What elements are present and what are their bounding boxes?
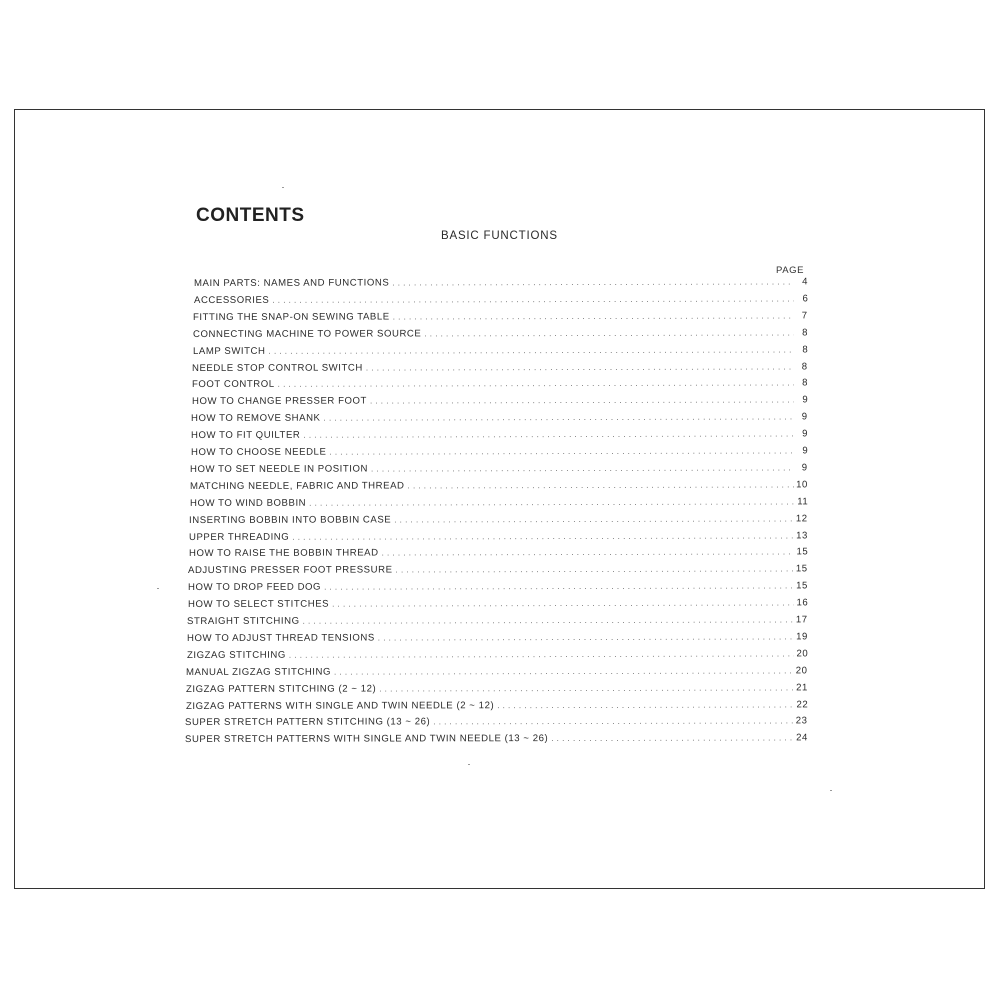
toc-entry-title: HOW TO RAISE THE BOBBIN THREAD — [188, 547, 379, 560]
dot-leader — [395, 514, 794, 524]
dot-leader — [324, 582, 794, 592]
toc-entry-title: LAMP SWITCH — [192, 345, 266, 357]
toc-entry-title: ZIGZAG STITCHING — [186, 649, 286, 661]
dot-leader — [396, 565, 794, 575]
toc-entry-page-number: 13 — [796, 529, 808, 541]
section-heading: BASIC FUNCTIONS — [441, 230, 558, 242]
toc-entry — [193, 344, 808, 360]
dot-leader — [309, 497, 794, 507]
dot-leader — [289, 649, 794, 659]
toc-entry-page-number: 15 — [796, 546, 808, 558]
scan-speck — [830, 790, 832, 791]
page-column-label: PAGE — [776, 265, 805, 276]
toc-entry — [191, 428, 808, 444]
dot-leader — [379, 683, 794, 693]
toc-entry-page-number: 4 — [802, 276, 809, 288]
toc-entry — [194, 276, 808, 292]
toc-entry-page-number: 24 — [796, 732, 808, 744]
toc-entry-title: HOW TO CHANGE PRESSER FOOT — [191, 395, 367, 408]
dot-leader — [381, 548, 794, 558]
dot-leader — [272, 294, 794, 304]
toc-entry-page-number: 20 — [796, 648, 808, 660]
toc-entry-page-number: 9 — [802, 394, 808, 406]
toc-entry-title: FITTING THE SNAP-ON SEWING TABLE — [193, 311, 391, 323]
toc-entry-page-number: 19 — [796, 631, 808, 643]
dot-leader — [303, 615, 794, 625]
toc-entry-page-number: 22 — [796, 698, 809, 710]
toc-entry-title: NEEDLE STOP CONTROL SWITCH — [192, 362, 364, 374]
toc-entry-page-number: 21 — [796, 681, 808, 693]
dot-leader — [366, 362, 794, 372]
toc-entry-title: ZIGZAG PATTERN STITCHING (2 ~ 12) — [186, 683, 377, 695]
dot-leader — [334, 666, 794, 676]
toc-entry — [186, 682, 808, 698]
toc-entry-title: MATCHING NEEDLE, FABRIC AND THREAD — [190, 480, 405, 492]
dot-leader — [303, 430, 794, 440]
toc-entry-title: ZIGZAG PATTERNS WITH SINGLE AND TWIN NEEDLE (2 ~ 12) — [185, 699, 494, 712]
toc-entry-page-number: 8 — [802, 343, 808, 355]
toc-entry-title: HOW TO FIT QUILTER — [190, 429, 301, 442]
toc-entry-page-number: 8 — [802, 327, 808, 339]
toc-entry — [187, 631, 808, 647]
dot-leader — [292, 531, 794, 541]
toc-entry-page-number: 9 — [802, 428, 808, 440]
toc-entry — [193, 310, 808, 326]
toc-entry-page-number: 12 — [796, 512, 808, 525]
dot-leader — [278, 379, 794, 389]
toc-entry-title: HOW TO ADJUST THREAD TENSIONS — [187, 632, 375, 644]
toc-entry-title: HOW TO REMOVE SHANK — [191, 412, 321, 425]
toc-entry — [192, 378, 808, 394]
dot-leader — [329, 446, 794, 456]
toc-entry — [191, 412, 808, 428]
toc-entry-title: INSERTING BOBBIN INTO BOBBIN CASE — [189, 514, 392, 526]
toc-entry — [188, 581, 808, 597]
toc-entry-title: SUPER STRETCH PATTERNS WITH SINGLE AND TWIN NEEDLE (13 ~ 26) — [185, 733, 549, 746]
toc-entry — [189, 513, 808, 529]
toc-entry — [185, 733, 808, 749]
toc-entry-title: HOW TO CHOOSE NEEDLE — [190, 446, 327, 458]
toc-entry-page-number: 6 — [802, 293, 808, 305]
toc-entry-title: ADJUSTING PRESSER FOOT PRESSURE — [188, 564, 393, 577]
scan-speck — [468, 764, 470, 765]
toc-entry — [192, 395, 808, 411]
dot-leader — [378, 632, 794, 642]
toc-entry — [194, 293, 808, 309]
toc-entry-page-number: 15 — [796, 563, 808, 575]
contents-heading: CONTENTS — [196, 205, 305, 226]
dot-leader — [497, 700, 794, 710]
toc-entry-page-number: 8 — [802, 360, 808, 372]
toc-entry-page-number: 10 — [796, 479, 808, 491]
toc-entry-page-number: 9 — [802, 462, 808, 474]
dot-leader — [424, 328, 794, 338]
toc-entry-page-number: 17 — [796, 614, 808, 626]
dot-leader — [434, 717, 794, 727]
dot-leader — [371, 463, 794, 473]
toc-entry-title: HOW TO WIND BOBBIN — [189, 497, 306, 509]
toc-entry-page-number: 15 — [796, 580, 808, 592]
dot-leader — [393, 311, 794, 321]
toc-entry-title: FOOT CONTROL — [191, 379, 275, 391]
toc-entry — [190, 479, 808, 495]
toc-entry-page-number: 23 — [796, 715, 808, 727]
toc-entry-title: SUPER STRETCH PATTERN STITCHING (13 ~ 26) — [185, 716, 431, 729]
scan-speck — [157, 588, 159, 589]
dot-leader — [370, 396, 794, 406]
dot-leader — [324, 413, 794, 423]
toc-entry-title: HOW TO SELECT STITCHES — [187, 598, 329, 611]
toc-entry-title: MANUAL ZIGZAG STITCHING — [186, 666, 332, 678]
toc-entry-page-number: 7 — [802, 310, 808, 322]
toc-entry — [187, 648, 808, 664]
toc-entry-title: ACCESSORIES — [193, 294, 270, 306]
dot-leader — [268, 345, 794, 355]
toc-entry — [189, 530, 808, 546]
toc-entry-page-number: 16 — [796, 597, 808, 609]
toc-entry — [189, 547, 808, 563]
toc-entry-page-number: 20 — [796, 665, 808, 677]
dot-leader — [392, 277, 794, 287]
toc-entry-title: UPPER THREADING — [189, 531, 290, 543]
toc-entry — [191, 445, 808, 461]
toc-entry-page-number: 9 — [802, 445, 808, 457]
toc-entry — [187, 614, 808, 630]
dot-leader — [408, 480, 794, 490]
toc-entry — [192, 361, 808, 377]
toc-entry — [186, 665, 808, 681]
dot-leader — [332, 599, 794, 609]
toc-entry-page-number: 8 — [802, 377, 808, 389]
scan-speck — [282, 187, 284, 188]
toc-entry-title: STRAIGHT STITCHING — [187, 615, 300, 627]
toc-entry — [193, 327, 808, 343]
toc-entry — [185, 716, 808, 732]
toc-entry — [188, 597, 808, 613]
toc-entry — [190, 462, 808, 478]
toc-entry — [190, 496, 808, 512]
toc-entry-page-number: 11 — [796, 496, 808, 508]
toc-entry-title: CONNECTING MACHINE TO POWER SOURCE — [192, 328, 422, 340]
toc-entry-page-number: 9 — [802, 411, 808, 423]
toc-entry-title: MAIN PARTS: NAMES AND FUNCTIONS — [193, 277, 390, 289]
toc-entry — [188, 564, 808, 580]
toc-entry-title: HOW TO DROP FEED DOG — [188, 581, 322, 594]
toc-entry-title: HOW TO SET NEEDLE IN POSITION — [190, 463, 369, 475]
dot-leader — [551, 734, 794, 744]
toc-entry — [186, 699, 808, 715]
